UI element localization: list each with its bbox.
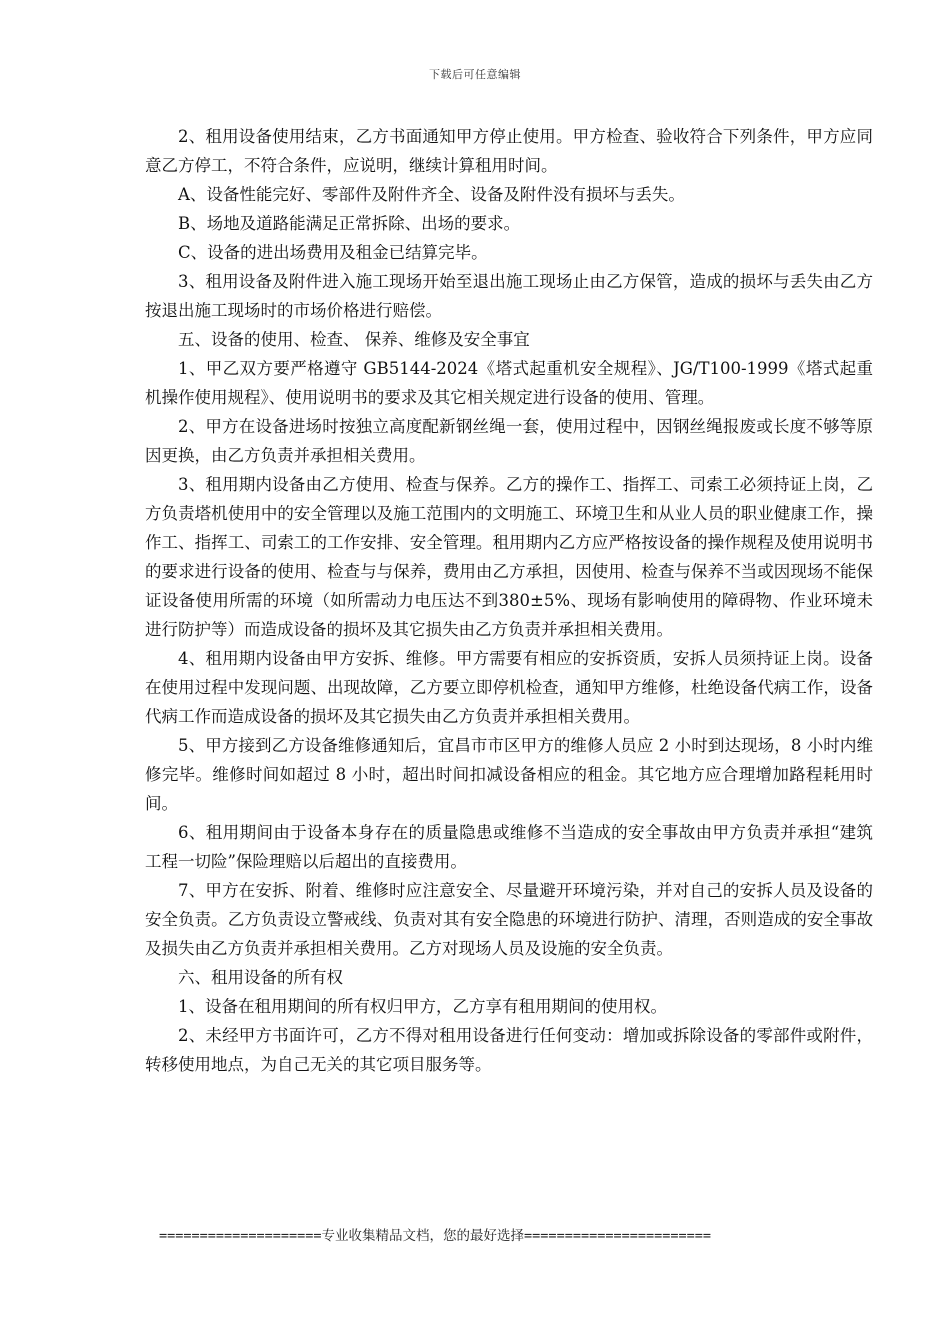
paragraph: 1、甲乙双方要严格遵守 GB5144-2024《塔式起重机安全规程》、JG/T100-1999《塔式起重机操作使用规程》、使用说明书的要求及其它相关规定进行设备的使用、管理。 bbox=[145, 359, 873, 407]
paragraph: 7、甲方在安拆、附着、维修时应注意安全、尽量避开环境污染，并对自己的安拆人员及设备的安全负责。乙方负责设立警戒线、负责对其有安全隐患的环境进行防护、清理，否则造成的安全事故及损失由乙方负责并承担相关费用。乙方对现场人员及设施的安全负责。 bbox=[145, 881, 873, 958]
page-footer bbox=[145, 1225, 845, 1247]
paragraph: 2、甲方在设备进场时按独立高度配新钢丝绳一套，使用过程中，因钢丝绳报废或长度不够等原因更换，由乙方负责并承担相关费用。 bbox=[145, 417, 873, 465]
paragraph: 3、租用期内设备由乙方使用、检查与保养。乙方的操作工、指挥工、司索工必须持证上岗，乙方负责塔机使用中的安全管理以及施工范围内的文明施工、环境卫生和从业人员的职业健康工作，操作工、指挥工、司索工的工作安排、安全管理。租用期内乙方应严格按设备的操作规程及使用说明书的要求进行设备的使用、检查与与保养，费用由乙方承担，因使用、检查与保养不当或因现场不能保证设备使用所需的环境（如所需动力电压达不到380±5%、现场有影响使用的障碍物、作业环境未进行防护等）而造成设备的损坏及其它损失由乙方负责并承担相关费用。 bbox=[145, 475, 873, 639]
paragraph: A、设备性能完好、零部件及附件齐全、设备及附件没有损坏与丢失。 bbox=[178, 185, 685, 204]
section-heading: 五、设备的使用、检查、 保养、维修及安全事宜 bbox=[178, 330, 530, 349]
paragraph: 2、未经甲方书面许可，乙方不得对租用设备进行任何变动：增加或拆除设备的零部件或附件，转移使用地点，为自己无关的其它项目服务等。 bbox=[145, 1026, 873, 1074]
paragraph: 1、设备在租用期间的所有权归甲方，乙方享有租用期间的使用权。 bbox=[178, 997, 667, 1016]
paragraph: 6、租用期间由于设备本身存在的质量隐患或维修不当造成的安全事故由甲方负责并承担“建筑工程一切险”保险理赔以后超出的直接费用。 bbox=[145, 823, 873, 871]
paragraph: 2、租用设备使用结束，乙方书面通知甲方停止使用。甲方检查、验收符合下列条件，甲方应同意乙方停工，不符合条件，应说明，继续计算租用时间。 bbox=[145, 127, 873, 175]
page-header bbox=[0, 66, 950, 82]
paragraph: C、设备的进出场费用及租金已结算完毕。 bbox=[178, 243, 488, 262]
document-body bbox=[145, 122, 873, 1079]
footer-text: ====================专业收集精品文档，您的最好选择======================= bbox=[159, 1228, 711, 1244]
paragraph: 4、租用期内设备由甲方安拆、维修。甲方需要有相应的安拆资质，安拆人员须持证上岗。设备在使用过程中发现问题、出现故障，乙方要立即停机检查，通知甲方维修，杜绝设备代病工作，设备代病工作而造成设备的损坏及其它损失由乙方负责并承担相关费用。 bbox=[145, 649, 873, 726]
paragraph: B、场地及道路能满足正常拆除、出场的要求。 bbox=[178, 214, 521, 233]
paragraph: 3、租用设备及附件进入施工现场开始至退出施工现场止由乙方保管，造成的损坏与丢失由乙方按退出施工现场时的市场价格进行赔偿。 bbox=[145, 272, 873, 320]
section-heading: 六、租用设备的所有权 bbox=[178, 968, 343, 987]
paragraph: 5、甲方接到乙方设备维修通知后，宜昌市市区甲方的维修人员应 2 小时到达现场，8 小时内维修完毕。维修时间如超过 8 小时，超出时间扣减设备相应的租金。其它地方应合理增加路程耗用时间。 bbox=[145, 736, 873, 813]
header-text: 下载后可任意编辑 bbox=[429, 68, 521, 81]
